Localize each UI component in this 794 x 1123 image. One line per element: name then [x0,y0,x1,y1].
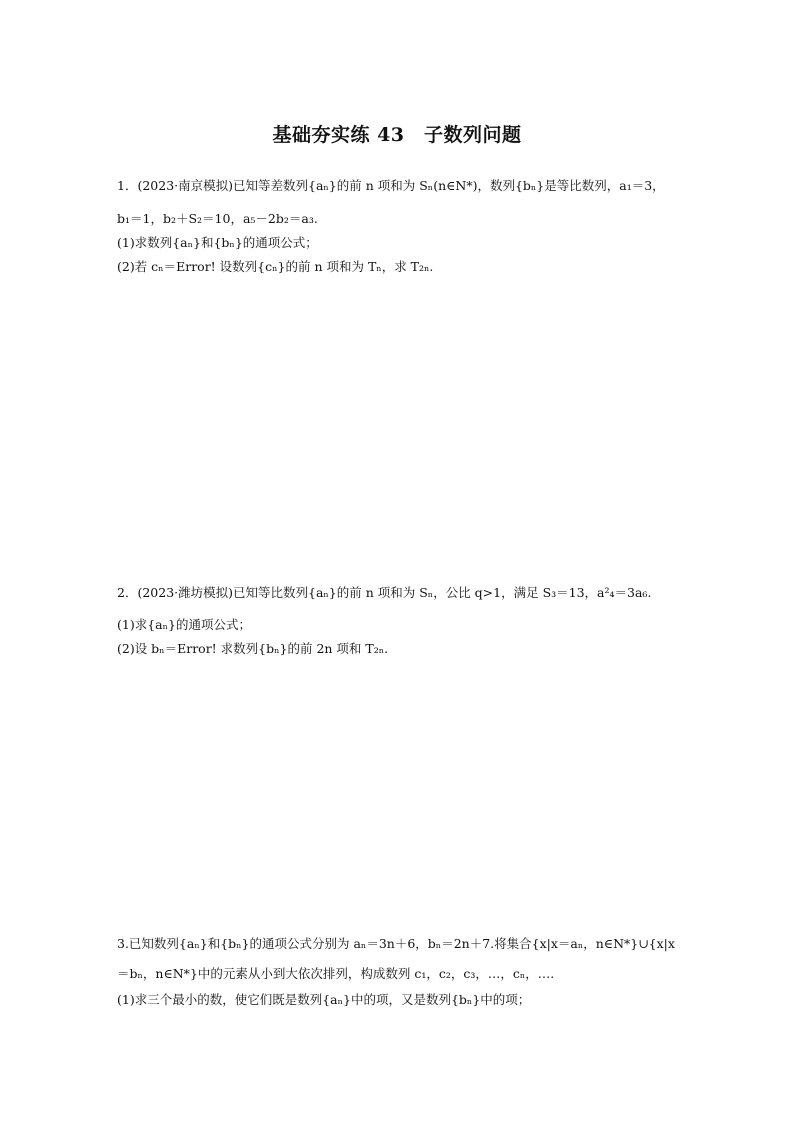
problem-1-part-2: (2)若 cₙ＝Error! 设数列{cₙ}的前 n 项和为 Tₙ，求 T₂ₙ. [117,259,434,274]
problem-2-line-1: 2．(2023·潍坊模拟)已知等比数列{aₙ}的前 n 项和为 Sₙ，公比 q>1，满足 S₃＝13，a²₄＝3a₆. [117,585,652,600]
problem-3-line-1: 3.已知数列{aₙ}和{bₙ}的通项公式分别为 aₙ＝3n＋6，bₙ＝2n＋7.将集合{x|x＝aₙ，n∈N*}∪{x|x [117,936,675,951]
problem-3-part-1: (1)求三个最小的数，使它们既是数列{aₙ}中的项，又是数列{bₙ}中的项； [117,992,531,1007]
problem-2-part-2: (2)设 bₙ＝Error! 求数列{bₙ}的前 2n 项和 T₂ₙ. [117,641,389,656]
problem-2-part-1: (1)求{aₙ}的通项公式； [117,617,251,632]
problem-3-line-2: ＝bₙ，n∈N*}中的元素从小到大依次排列，构成数列 c₁，c₂，c₃，…，cₙ，…. [117,966,555,981]
problem-1-line-1: 1．(2023·南京模拟)已知等差数列{aₙ}的前 n 项和为 Sₙ(n∈N*)，数列{bₙ}是等比数列，a₁＝3， [117,178,665,193]
page-title: 基础夯实练 43 子数列问题 [272,124,522,146]
problem-1-part-1: (1)求数列{aₙ}和{bₙ}的通项公式； [117,235,318,250]
problem-1-line-2: b₁＝1，b₂＋S₂＝10，a₅－2b₂＝a₃. [117,211,318,226]
